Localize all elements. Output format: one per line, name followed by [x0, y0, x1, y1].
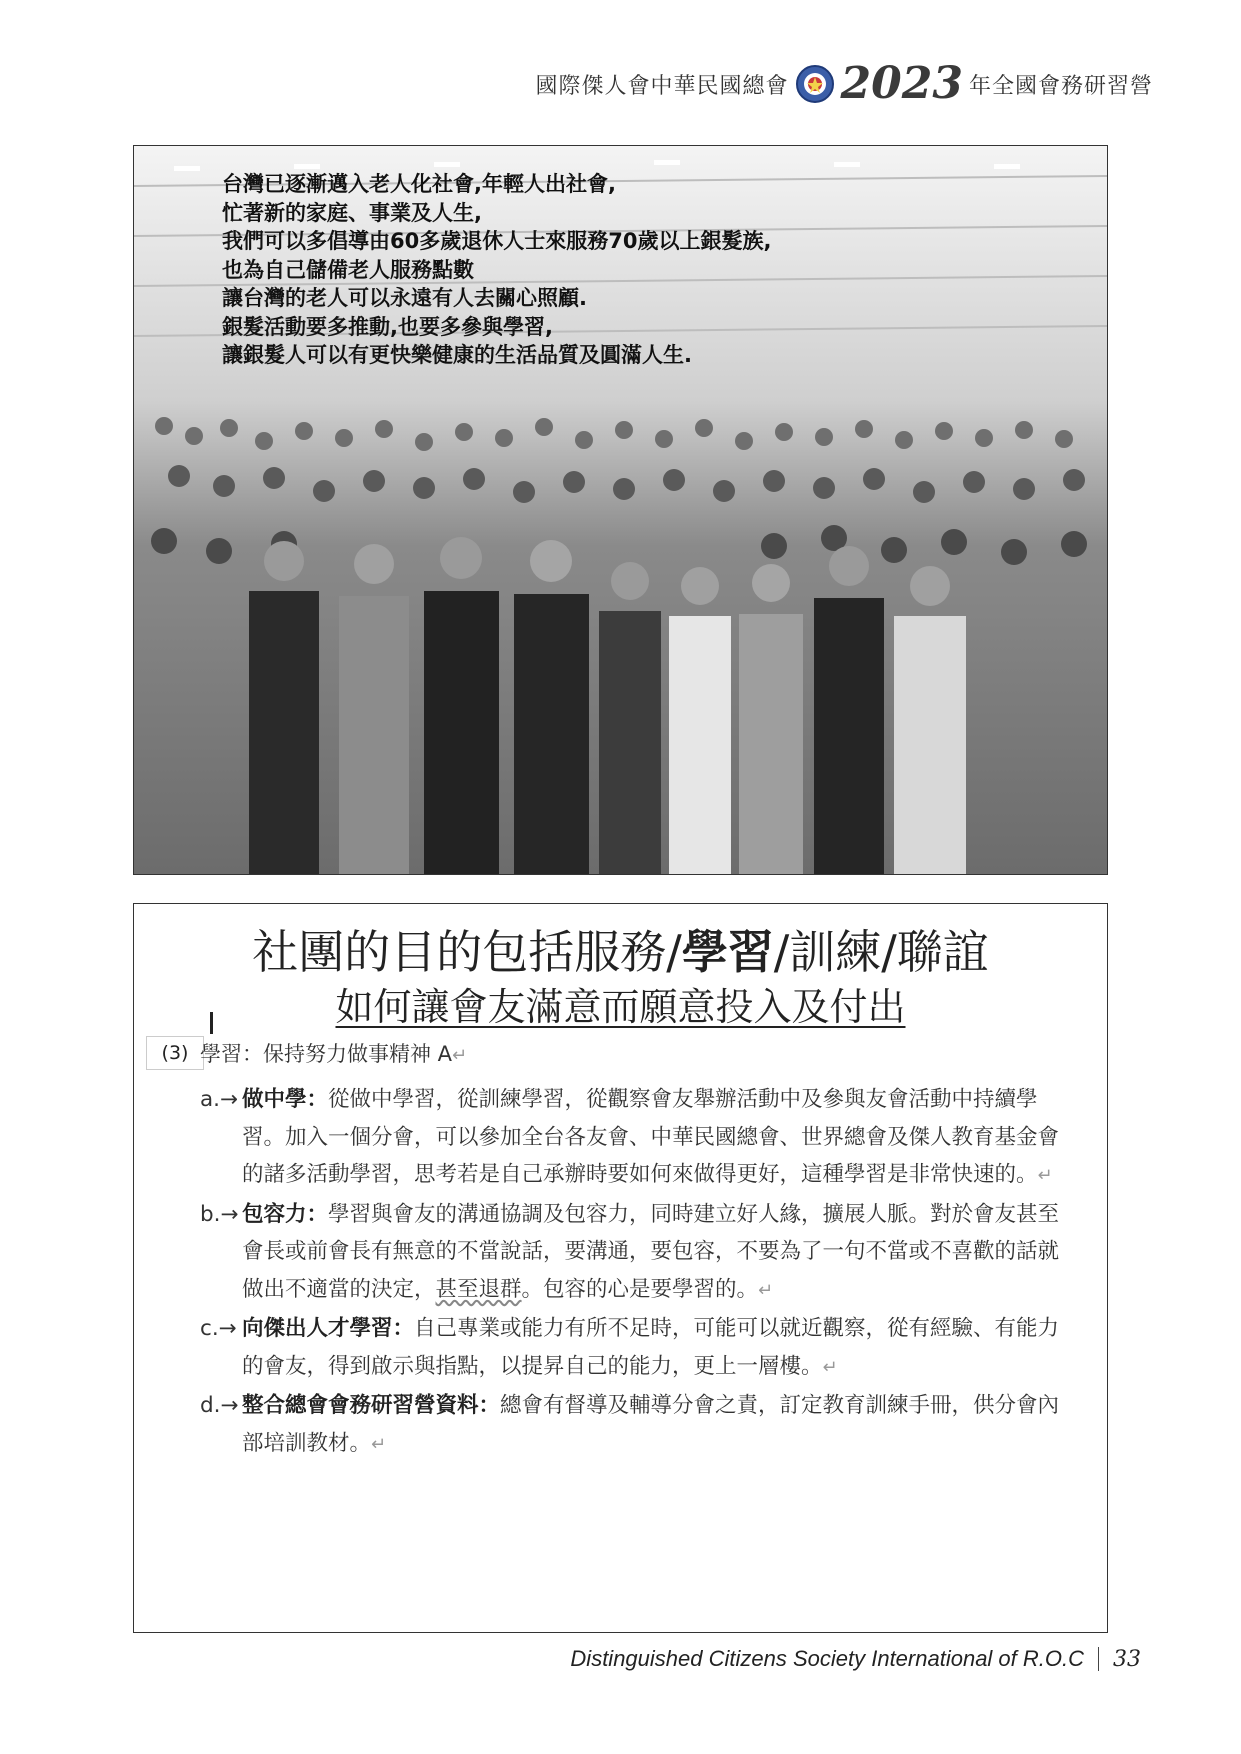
list-item: [200, 1310, 1080, 1386]
item-lead: 做中學：: [242, 1087, 329, 1112]
page-footer: [570, 1646, 1141, 1672]
header-year: 2023: [840, 58, 963, 109]
learning-items: [200, 1081, 1080, 1464]
list-item: [200, 1387, 1080, 1463]
slide-subtitle: [134, 976, 1107, 1031]
page-number: 33: [1113, 1646, 1141, 1672]
slide-panel: [133, 903, 1108, 1633]
text-cursor: [210, 1012, 213, 1034]
dcsi-emblem-icon: [795, 64, 835, 104]
slide-title-part: 社團的目的包括服務/: [252, 925, 682, 979]
item-text: 學習與會友的溝通協調及包容力，同時建立好人緣，擴展人脈。對於會友甚至會長或前會長有無意的不當說話，要溝通，要包容，不要為了一句不當或不喜歡的話就做出不適當的決定，: [242, 1201, 1060, 1302]
return-mark-icon: ↵: [1037, 1165, 1053, 1186]
slide-title: [134, 916, 1107, 982]
caption-line: 讓台灣的老人可以永遠有人去關心照顧.: [222, 286, 587, 310]
return-mark-icon: ↵: [452, 1045, 468, 1066]
return-mark-icon: ↵: [371, 1433, 387, 1455]
item-text: 。包容的心是要學習的。: [521, 1276, 759, 1302]
list-item: [200, 1081, 1080, 1195]
page-header: [535, 58, 1154, 109]
item-marker: a.→: [200, 1087, 239, 1112]
caption-line: 我們可以多倡導由60多歲退休人士來服務70歲以上銀髮族,: [222, 229, 772, 253]
caption-line: 銀髮活動要多推動,也要多參與學習,: [222, 314, 553, 339]
item-text-wavy: 甚至退群: [435, 1276, 522, 1302]
footer-org-name: Distinguished Citizens Society International of R.O.C: [570, 1646, 1084, 1671]
group-photo: [133, 145, 1108, 875]
slide-title-part: /訓練/聯誼: [773, 925, 989, 979]
item-lead: 包容力：: [242, 1201, 329, 1227]
caption-line: 台灣已逐漸邁入老人化社會,年輕人出社會,: [222, 172, 616, 196]
return-mark-icon: ↵: [822, 1356, 838, 1378]
item-text: 自己專業或能力有所不足時，可能可以就近觀察，從有經驗、有能力的會友，得到啟示與指點，以提昇自己的能力，更上一層樓。: [242, 1316, 1060, 1379]
caption-line: 讓銀髮人可以有更快樂健康的生活品質及圓滿人生.: [222, 343, 692, 367]
slide-subtitle-text: 如何讓會友滿意而願意投入及付出: [335, 985, 906, 1029]
item-text: 總會有督導及輔導分會之責，訂定教育訓練手冊，供分會內部培訓教材。: [242, 1393, 1060, 1456]
return-mark-icon: ↵: [758, 1279, 774, 1301]
item-lead: 整合總會會務研習營資料：: [242, 1393, 501, 1418]
caption-line: 也為自己儲備老人服務點數: [222, 257, 474, 282]
header-org-name: 國際傑人會中華民國總會: [535, 73, 789, 99]
section-heading: [200, 1038, 467, 1068]
section-number: (3): [146, 1036, 204, 1070]
slide-title-bold: 學習: [681, 925, 774, 979]
item-marker: b.→: [200, 1201, 239, 1227]
item-marker: c.→: [200, 1316, 237, 1341]
list-item: [200, 1196, 1080, 1310]
item-marker: d.→: [200, 1393, 239, 1418]
photo-caption: [222, 170, 771, 370]
caption-line: 忙著新的家庭、事業及人生,: [222, 200, 482, 225]
item-lead: 向傑出人才學習：: [242, 1316, 415, 1341]
header-event-title: 年全國會務研習營: [968, 73, 1153, 99]
section-heading-text: 學習：保持努力做事精神 A: [200, 1042, 453, 1066]
footer-divider: [1098, 1647, 1099, 1671]
item-text: 從做中學習，從訓練學習，從觀察會友舉辦活動中及參與友會活動中持續學習。加入一個分會，可以參加全台各友會、中華民國總會、世界總會及傑人教育基金會的諸多活動學習，思考若是自己承辦時要如何來做得更好，這種學習是非常快速的。: [242, 1087, 1060, 1187]
